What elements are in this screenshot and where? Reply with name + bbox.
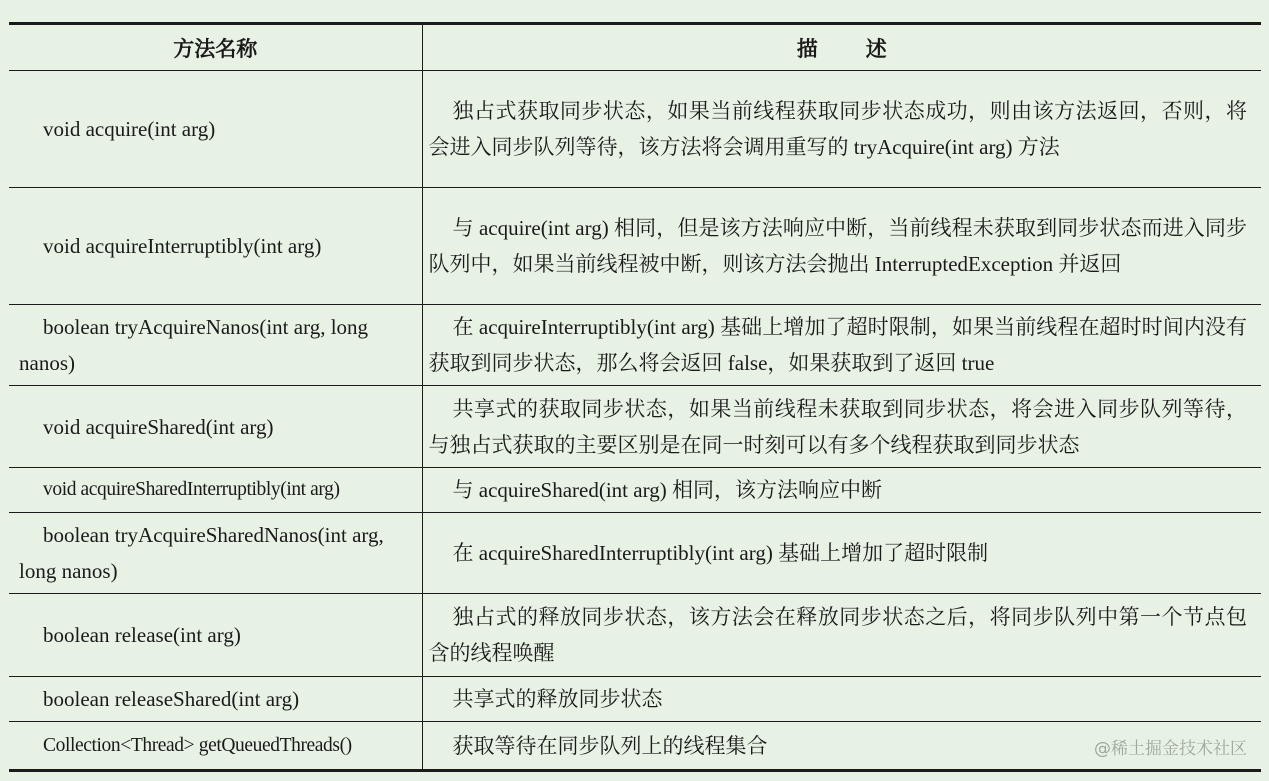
method-name-cell: Collection<Thread> getQueuedThreads()	[9, 722, 422, 771]
method-name-cell: void acquire(int arg)	[9, 71, 422, 188]
method-name-cell: void acquireShared(int arg)	[9, 386, 422, 468]
method-name-cell: boolean tryAcquireSharedNanos(int arg, long nanos)	[9, 513, 422, 594]
method-name-cell: boolean release(int arg)	[9, 594, 422, 677]
aqs-methods-table	[9, 22, 1261, 772]
table-row	[9, 594, 1261, 677]
table-row	[9, 677, 1261, 722]
method-description-cell: 在 acquireSharedInterruptibly(int arg) 基础上增加了超时限制	[422, 513, 1261, 594]
method-description-cell: 共享式的释放同步状态	[422, 677, 1261, 722]
method-name-cell: boolean releaseShared(int arg)	[9, 677, 422, 722]
table-row	[9, 188, 1261, 305]
method-name-cell: void acquireSharedInterruptibly(int arg)	[9, 468, 422, 513]
table-header-row	[9, 24, 1261, 71]
table-row	[9, 386, 1261, 468]
method-description-cell: 在 acquireInterruptibly(int arg) 基础上增加了超时限制，如果当前线程在超时时间内没有获取到同步状态，那么将会返回 false，如果获取到了返回 true	[422, 305, 1261, 386]
header-method-name: 方法名称	[9, 24, 422, 71]
watermark: @稀土掘金技术社区	[1094, 739, 1247, 759]
method-name-cell: void acquireInterruptibly(int arg)	[9, 188, 422, 305]
method-description-cell: 独占式获取同步状态，如果当前线程获取同步状态成功，则由该方法返回，否则，将会进入同步队列等待，该方法将会调用重写的 tryAcquire(int arg) 方法	[422, 71, 1261, 188]
method-description-cell: 独占式的释放同步状态，该方法会在释放同步状态之后，将同步队列中第一个节点包含的线程唤醒	[422, 594, 1261, 677]
header-description: 描述	[422, 24, 1261, 71]
table-row	[9, 305, 1261, 386]
method-description-cell: 获取等待在同步队列上的线程集合	[452, 733, 768, 758]
table-row	[9, 722, 1261, 771]
method-name-cell: boolean tryAcquireNanos(int arg, long nanos)	[9, 305, 422, 386]
table-row	[9, 468, 1261, 513]
table-row	[9, 513, 1261, 594]
table-row	[9, 71, 1261, 188]
method-description-cell: 与 acquireShared(int arg) 相同，该方法响应中断	[422, 468, 1261, 513]
method-description-cell: 共享式的获取同步状态，如果当前线程未获取到同步状态，将会进入同步队列等待，与独占式获取的主要区别是在同一时刻可以有多个线程获取到同步状态	[422, 386, 1261, 468]
methods-table-container	[9, 22, 1261, 772]
method-description-cell: 与 acquire(int arg) 相同，但是该方法响应中断，当前线程未获取到同步状态而进入同步队列中，如果当前线程被中断，则该方法会抛出 InterruptedException 并返回	[422, 188, 1261, 305]
